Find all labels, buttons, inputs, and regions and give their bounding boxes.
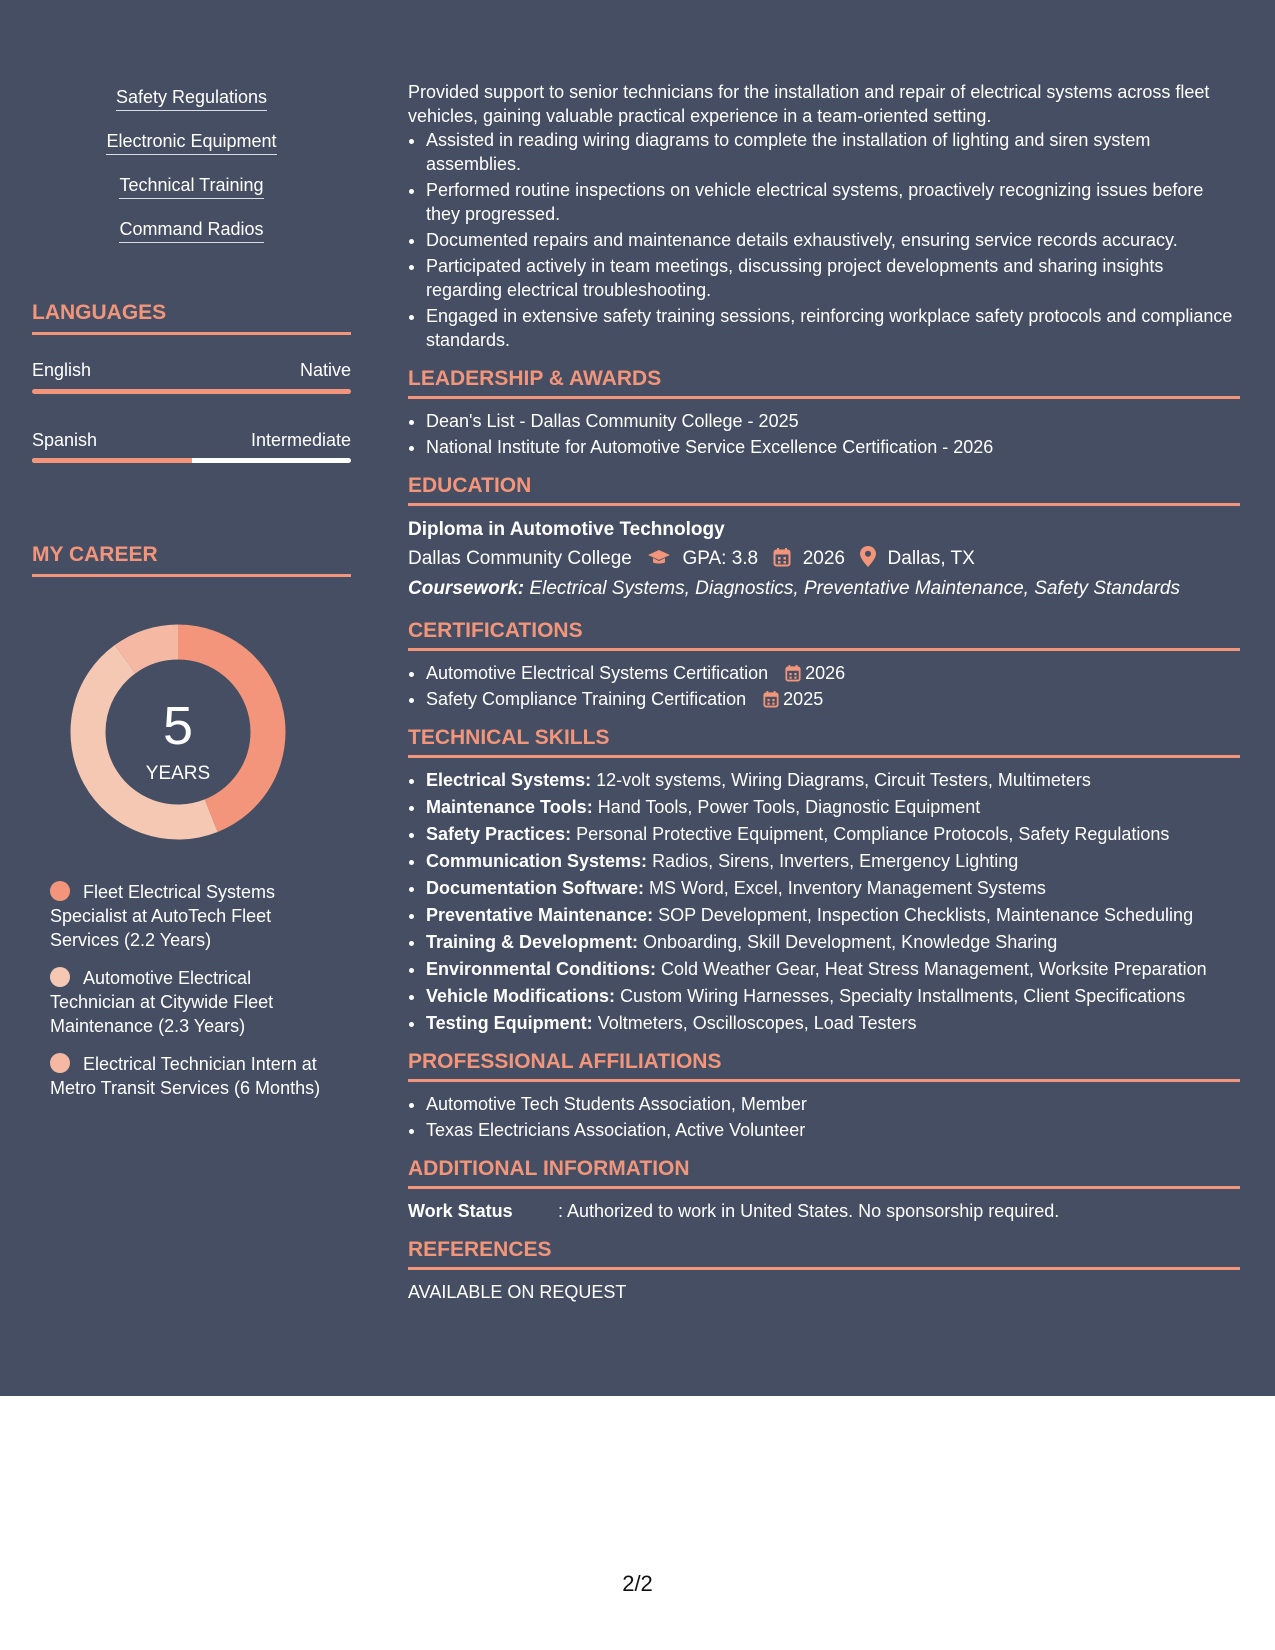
skill-value: Personal Protective Equipment, Compliance Protocols, Safety Regulations: [576, 824, 1170, 844]
list-item: • Dean's List - Dallas Community College - 2025: [426, 409, 1240, 433]
career-heading: MY CAREER: [32, 542, 351, 577]
language-level: Native: [299, 360, 351, 380]
list-item: • Assisted in reading wiring diagrams to complete the installation of lighting and siren system assemblies.: [426, 128, 1240, 176]
list-item: [426, 822, 1240, 846]
career-donut-chart: [65, 619, 291, 845]
list-item: [426, 876, 1240, 900]
list-item: • Documented repairs and maintenance details exhaustively, ensuring service records accuracy.: [426, 228, 1240, 252]
skill-label: Documentation Software:: [426, 878, 645, 898]
skill-tags: [32, 86, 351, 262]
legend-dot: [50, 967, 70, 987]
leadership-section: [408, 366, 1240, 459]
leadership-list: [408, 409, 1240, 459]
language-bar: [32, 458, 351, 463]
languages-heading: LANGUAGES: [32, 300, 351, 335]
certification-year: 2025: [783, 689, 824, 709]
language-name: English: [32, 360, 92, 380]
list-item: • Performed routine inspections on vehicle electrical systems, proactively recognizing issues before they progressed.: [426, 178, 1240, 226]
skill-tag: Safety Regulations: [116, 86, 267, 111]
section-heading: CERTIFICATIONS: [408, 618, 1240, 651]
additional-info-section: [408, 1156, 1240, 1223]
skill-value: 12-volt systems, Wiring Diagrams, Circuit Testers, Multimeters: [596, 770, 1091, 790]
list-item: [426, 768, 1240, 792]
skill-value: MS Word, Excel, Inventory Management Systems: [649, 878, 1046, 898]
list-item: [426, 957, 1240, 981]
certification-name: Safety Compliance Training Certification: [426, 689, 747, 709]
coursework-label: Coursework:: [408, 578, 525, 599]
work-status-row: [408, 1199, 1240, 1223]
school-name: Dallas Community College: [408, 548, 632, 569]
experience-intro: Provided support to senior technicians for the installation and repair of electrical systems across fleet vehicles, gaining valuable practical experience in a team-oriented setting.: [408, 82, 1210, 126]
education-details: [408, 544, 1240, 574]
section-heading: EDUCATION: [408, 473, 1240, 506]
language-bar-fill: [32, 458, 192, 463]
career-legend-item: [50, 880, 330, 952]
education-section: [408, 473, 1240, 604]
work-status-label: Work Status: [408, 1201, 513, 1221]
skill-label: Vehicle Modifications:: [426, 986, 616, 1006]
career-legend: [50, 880, 330, 1114]
affiliations-section: [408, 1049, 1240, 1142]
skill-value: Hand Tools, Power Tools, Diagnostic Equipment: [597, 797, 981, 817]
skill-label: Safety Practices:: [426, 824, 572, 844]
list-item: [426, 661, 1240, 685]
coursework: [408, 574, 1240, 604]
certifications-section: [408, 618, 1240, 711]
career-years-label: YEARS: [145, 763, 211, 784]
technical-skills-list: [408, 768, 1240, 1035]
skill-label: Environmental Conditions:: [426, 959, 657, 979]
skill-label: Maintenance Tools:: [426, 797, 593, 817]
skill-label: Communication Systems:: [426, 851, 648, 871]
calendar-icon: [785, 664, 801, 682]
skill-value: Cold Weather Gear, Heat Stress Management, Worksite Preparation: [661, 959, 1207, 979]
list-item: • Automotive Tech Students Association, Member: [426, 1092, 1240, 1116]
section-heading: LEADERSHIP & AWARDS: [408, 366, 1240, 399]
section-heading: REFERENCES: [408, 1237, 1240, 1270]
certifications-list: [408, 661, 1240, 711]
language-row: [32, 359, 351, 381]
list-item: [426, 903, 1240, 927]
list-item: [426, 930, 1240, 954]
list-item: [426, 687, 1240, 711]
references-section: [408, 1237, 1240, 1304]
skill-label: Preventative Maintenance:: [426, 905, 654, 925]
donut-segment-3: [125, 642, 178, 659]
degree-title: Diploma in Automotive Technology: [408, 519, 725, 540]
skill-label: Training & Development:: [426, 932, 639, 952]
graduation-year: 2026: [802, 548, 845, 569]
career-legend-text: Automotive Electrical Technician at Citywide Fleet Maintenance (2.3 Years): [50, 968, 274, 1036]
work-status-value: : Authorized to work in United States. No sponsorship required.: [558, 1201, 1060, 1221]
technical-skills-section: [408, 725, 1240, 1035]
career-legend-text: Fleet Electrical Systems Specialist at AutoTech Fleet Services (2.2 Years): [50, 882, 276, 950]
section-heading: ADDITIONAL INFORMATION: [408, 1156, 1240, 1189]
list-item: [426, 795, 1240, 819]
language-name: Spanish: [32, 430, 98, 450]
skill-value: Voltmeters, Oscilloscopes, Load Testers: [597, 1013, 917, 1033]
gpa: GPA: 3.8: [682, 548, 759, 569]
location-pin-icon: [860, 546, 876, 567]
skill-value: Radios, Sirens, Inverters, Emergency Lighting: [652, 851, 1019, 871]
page-number: 2/2: [622, 1571, 653, 1596]
affiliations-list: [408, 1092, 1240, 1142]
experience-section: [408, 80, 1240, 352]
coursework-list: Electrical Systems, Diagnostics, Preventative Maintenance, Safety Standards: [529, 578, 1180, 599]
language-bar-fill: [32, 389, 351, 394]
legend-dot: [50, 1053, 70, 1073]
school-location: Dallas, TX: [887, 548, 975, 569]
skill-value: SOP Development, Inspection Checklists, Maintenance Scheduling: [658, 905, 1194, 925]
language-bar: [32, 389, 351, 394]
skill-tag: Electronic Equipment: [106, 130, 276, 155]
section-heading: PROFESSIONAL AFFILIATIONS: [408, 1049, 1240, 1082]
list-item: [426, 849, 1240, 873]
list-item: • Texas Electricians Association, Active Volunteer: [426, 1118, 1240, 1142]
calendar-icon: [773, 547, 791, 567]
list-item: [426, 1011, 1240, 1035]
career-legend-item: [50, 1052, 330, 1100]
experience-bullets: [408, 128, 1240, 352]
career-legend-item: [50, 966, 330, 1038]
list-item: • Participated actively in team meetings, discussing project developments and sharing insights regarding electrical troubleshooting.: [426, 254, 1240, 302]
language-level: Intermediate: [250, 430, 351, 450]
list-item: • National Institute for Automotive Service Excellence Certification - 2026: [426, 435, 1240, 459]
legend-dot: [50, 881, 70, 901]
skill-tag: Command Radios: [119, 218, 263, 243]
certification-name: Automotive Electrical Systems Certification: [426, 663, 769, 683]
career-legend-text: Electrical Technician Intern at Metro Transit Services (6 Months): [50, 1054, 321, 1098]
skill-label: Testing Equipment:: [426, 1013, 593, 1033]
career-years-number: 5: [162, 696, 194, 756]
references-text: AVAILABLE ON REQUEST: [408, 1282, 627, 1302]
language-row: [32, 429, 351, 451]
certification-year: 2026: [805, 663, 846, 683]
calendar-icon: [763, 690, 779, 708]
list-item: [426, 984, 1240, 1008]
skill-value: Onboarding, Skill Development, Knowledge Sharing: [643, 932, 1058, 952]
section-heading: TECHNICAL SKILLS: [408, 725, 1240, 758]
list-item: • Engaged in extensive safety training sessions, reinforcing workplace safety protocols and compliance standards.: [426, 304, 1240, 352]
skill-tag: Technical Training: [119, 174, 263, 199]
graduation-cap-icon: [647, 549, 671, 567]
skill-label: Electrical Systems:: [426, 770, 592, 790]
main-content: [408, 80, 1240, 1304]
skill-value: Custom Wiring Harnesses, Specialty Installments, Client Specifications: [620, 986, 1186, 1006]
